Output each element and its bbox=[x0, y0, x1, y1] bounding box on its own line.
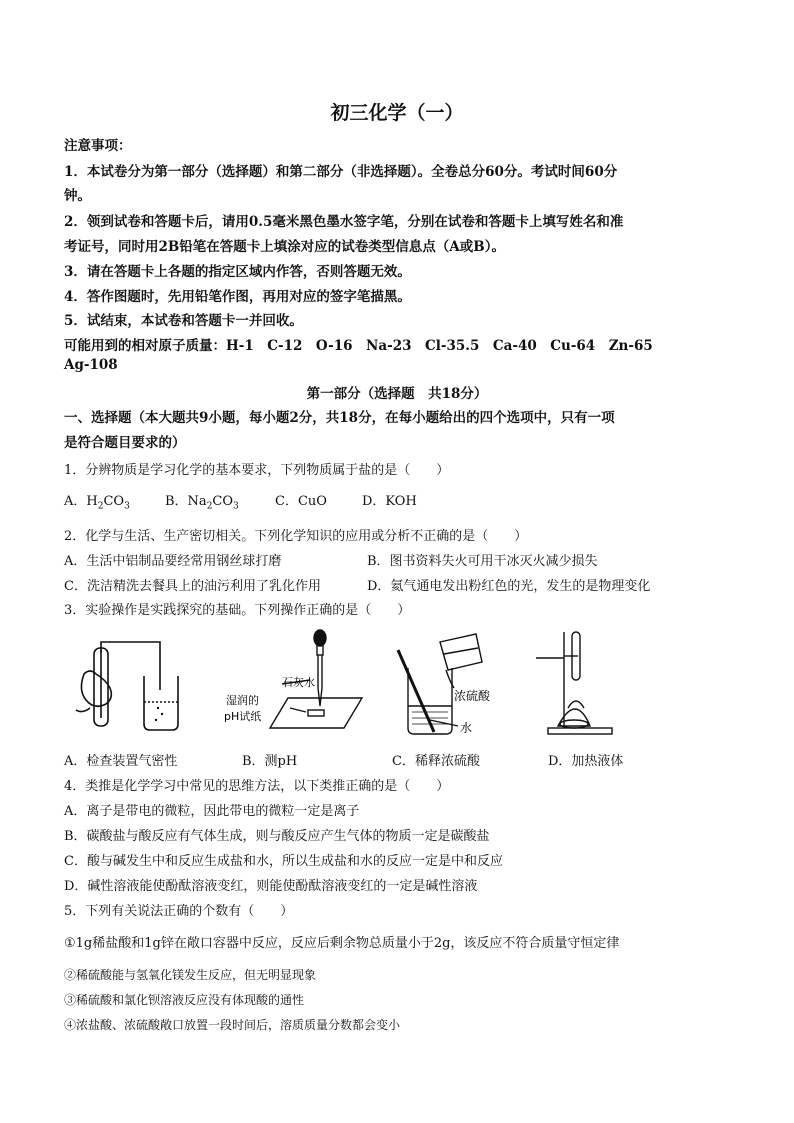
figure-heat-liquid bbox=[528, 628, 618, 738]
q3-option-d: D．加热液体 bbox=[548, 754, 624, 769]
q5-statement-1: ①1g稀盐酸和1g锌在敞口容器中反应，反应后剩余物总质量小于2g，该反应不符合质量守恒定律 bbox=[64, 936, 620, 951]
q1-option-c: C．CuO bbox=[275, 494, 327, 509]
fig-b-label-wet: 湿润的 bbox=[226, 694, 259, 707]
q5-statement-4: ④浓盐酸、浓硫酸敞口放置一段时间后，溶质质量分数都会变小 bbox=[64, 1018, 401, 1032]
atomic-mass-line-2: Ag-108 bbox=[64, 357, 118, 373]
question-5-stem: 5．下列有关说法正确的个数有（ ） bbox=[64, 904, 294, 919]
q2-option-d: D．氦气通电发出粉红色的光，发生的是物理变化 bbox=[367, 579, 651, 594]
q4-option-c: C．酸与碱发生中和反应生成盐和水，所以生成盐和水的反应一定是中和反应 bbox=[64, 854, 503, 869]
note-line: 5．试结束，本试卷和答题卡一并回收。 bbox=[64, 313, 303, 329]
note-line: 考证号，同时用2B铅笔在答题卡上填涂对应的试卷类型信息点（A或B）。 bbox=[64, 239, 505, 255]
q3-option-a: A．检查装置气密性 bbox=[64, 754, 178, 769]
q2-option-b: B．图书资料失火可用干冰灭火减少损失 bbox=[367, 554, 598, 569]
note-line: 1．本试卷分为第一部分（选择题）和第二部分（非选择题）。全卷总分60分。考试时间60分 bbox=[64, 164, 618, 180]
note-line: 钟。 bbox=[64, 188, 91, 204]
notes-heading: 注意事项： bbox=[64, 138, 132, 154]
question-4-stem: 4．类推是化学学习中常见的思维方法，以下类推正确的是（ ） bbox=[64, 779, 450, 794]
figure-airtightness-check bbox=[72, 628, 182, 738]
note-line: 2．领到试卷和答题卡后，请用0.5毫米黑色墨水签字笔，分别在试卷和答题卡上填写姓名和准 bbox=[64, 214, 624, 230]
q3-option-c: C．稀释浓硫酸 bbox=[392, 754, 480, 769]
fig-b-label-limewater: 石灰水 bbox=[282, 676, 315, 689]
q5-statement-3: ③稀硫酸和氯化钡溶液反应没有体现酸的通性 bbox=[64, 993, 305, 1007]
question-1-stem: 1．分辨物质是学习化学的基本要求，下列物质属于盐的是（ ） bbox=[64, 463, 450, 478]
q2-option-a: A．生活中铝制品要经常用钢丝球打磨 bbox=[64, 554, 282, 569]
fig-b-label-paper: pH试纸 bbox=[224, 710, 262, 723]
section-heading-line2: 是符合题目要求的） bbox=[64, 435, 186, 451]
fig-c-label-acid: 浓硫酸 bbox=[454, 689, 491, 703]
q5-statement-2: ②稀硫酸能与氢氧化镁发生反应，但无明显现象 bbox=[64, 968, 317, 982]
q4-option-a: A．离子是带电的微粒，因此带电的微粒一定是离子 bbox=[64, 804, 360, 819]
fig-c-label-water: 水 bbox=[460, 721, 473, 735]
section-heading-line1: 一、选择题（本大题共9小题，每小题2分，共18分，在每小题给出的四个选项中，只有一项 bbox=[64, 410, 615, 426]
note-line: 4．答作图题时，先用铅笔作图，再用对应的签字笔描黑。 bbox=[64, 289, 411, 305]
figure-ph-measure bbox=[222, 628, 372, 738]
q1-option-d: D．KOH bbox=[362, 494, 417, 509]
atomic-mass-line: 可能用到的相对原子质量：H-1 C-12 O-16 Na-23 Cl-35.5 Ca-40 Cu-64 Zn-65 bbox=[64, 338, 653, 354]
q4-option-d: D．碱性溶液能使酚酞溶液变红，则能使酚酞溶液变红的一定是碱性溶液 bbox=[64, 879, 478, 894]
question-2-stem: 2．化学与生活、生产密切相关。下列化学知识的应用或分析不正确的是（ ） bbox=[64, 529, 528, 544]
q1-option-b: B．$Na_2CO_3$ bbox=[165, 494, 239, 512]
q4-option-b: B．碳酸盐与酸反应有气体生成，则与酸反应产生气体的物质一定是碳酸盐 bbox=[64, 829, 490, 844]
figure-dilute-acid bbox=[390, 628, 510, 738]
part1-heading: 第一部分（选择题 共18分） bbox=[306, 386, 488, 402]
q2-option-c: C．洗洁精洗去餐具上的油污利用了乳化作用 bbox=[64, 579, 321, 594]
question-3-stem: 3．实验操作是实践探究的基础。下列操作正确的是（ ） bbox=[64, 603, 411, 618]
q3-option-b: B．测pH bbox=[242, 754, 298, 769]
note-line: 3．请在答题卡上各题的指定区域内作答，否则答题无效。 bbox=[64, 264, 411, 280]
page-title: 初三化学（一） bbox=[330, 102, 464, 124]
q1-option-a: A．$H_2CO_3$ bbox=[64, 494, 130, 512]
